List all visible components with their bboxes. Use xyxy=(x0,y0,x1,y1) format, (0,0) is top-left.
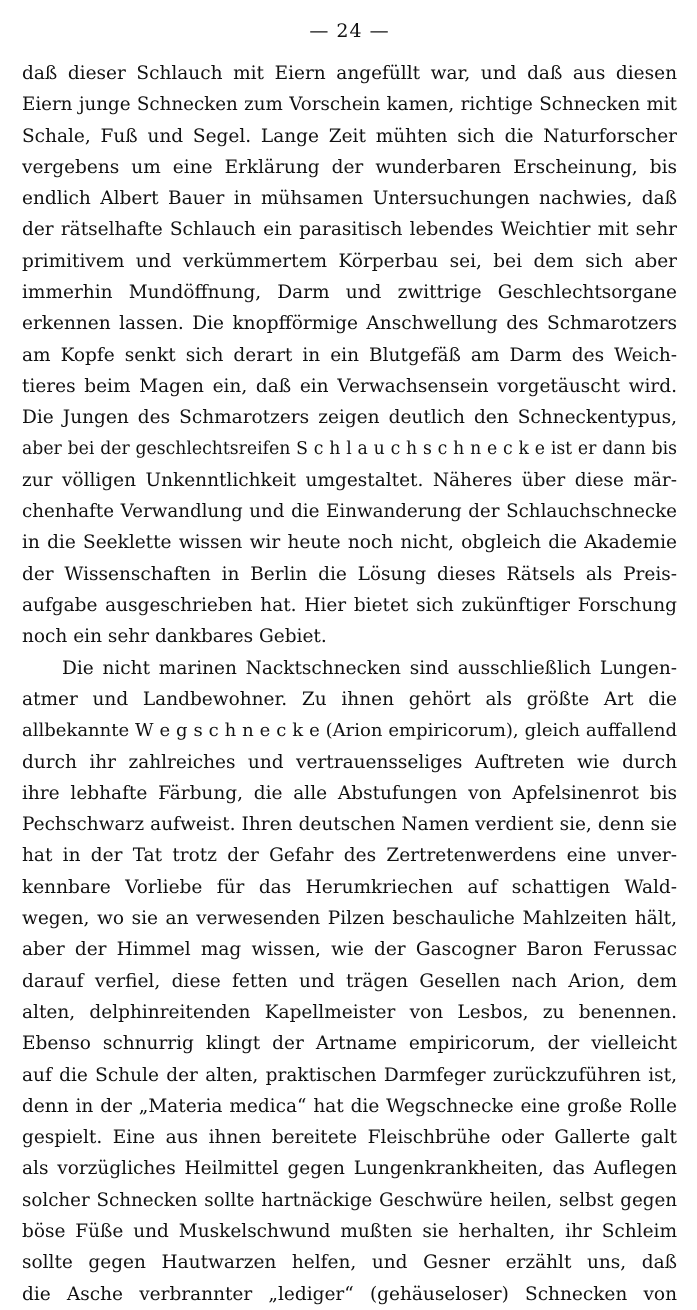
text-line: primitivem und verkümmertem Körperbau sei, bei dem sich aber xyxy=(22,250,677,272)
text-line: Pechschwarz aufweist. Ihren deutschen Namen verdient sie, denn sie xyxy=(22,814,677,836)
text-line: Schale, Fuß und Segel. Lange Zeit mühten sich die Naturforscher xyxy=(22,125,677,147)
text-line: die Asche verbrannter „lediger“ (gehäuseloser) Schnecken von xyxy=(22,1283,677,1305)
text-line: der rätselhafte Schlauch ein parasitisch lebendes Weichtier mit sehr xyxy=(22,219,677,241)
text-line: durch ihr zahlreiches und vertrauensseliges Auftreten wie durch xyxy=(22,751,677,773)
text-line: aufgabe ausgeschrieben hat. Hier bietet sich zukünftiger Forschung xyxy=(22,595,677,617)
text-line: alten, delphinreitenden Kapellmeister von Lesbos, zu benennen. xyxy=(22,1001,677,1023)
text-line: aber bei der geschlechtsreifen S c h l a u c h s c h n e c k e ist er dann bis xyxy=(22,438,677,459)
text-line: zur völligen Unkenntlichkeit umgestaltet. Näheres über diese mär- xyxy=(22,469,677,491)
text-line: Die nicht marinen Nacktschnecken sind ausschließlich Lungen- xyxy=(62,657,677,679)
text-line: gespielt. Eine aus ihnen bereitete Fleischbrühe oder Gallerte galt xyxy=(22,1127,677,1149)
text-line: vergebens um eine Erklärung der wunderbaren Erscheinung, bis xyxy=(22,156,677,178)
text-line: Eiern junge Schnecken zum Vorschein kamen, richtige Schnecken mit xyxy=(22,94,677,116)
text-line: Ebenso schnurrig klingt der Artname empiricorum, der vielleicht xyxy=(22,1033,677,1055)
text-line: chenhafte Verwandlung und die Einwanderung der Schlauchschnecke xyxy=(22,501,677,523)
paragraph xyxy=(22,653,677,1310)
text-line: tieres beim Magen ein, daß ein Verwachsensein vorgetäuscht wird. xyxy=(22,375,677,397)
text-line: aber der Himmel mag wissen, wie der Gascogner Baron Ferussac xyxy=(22,939,677,961)
text-line: als vorzügliches Heilmittel gegen Lungenkrankheiten, das Auflegen xyxy=(22,1158,677,1180)
text-line: allbekannte W e g s c h n e c k e (Arion empiricorum), gleich auffallend xyxy=(22,720,677,742)
text-line: der Wissenschaften in Berlin die Lösung dieses Rätsels als Preis- xyxy=(22,563,677,585)
text-line: daß dieser Schlauch mit Eiern angefüllt war, und daß aus diesen xyxy=(22,63,677,84)
text-line: noch ein sehr dankbares Gebiet. xyxy=(22,626,327,648)
text-line: kennbare Vorliebe für das Herumkriechen auf schattigen Wald- xyxy=(22,876,677,898)
text-line: darauf verfiel, diese fetten und trägen Gesellen nach Arion, dem xyxy=(22,970,677,992)
text-line: erkennen lassen. Die knopfförmige Anschwellung des Schmarotzers xyxy=(22,313,677,335)
paragraph xyxy=(22,58,677,653)
page-number: — 24 — xyxy=(309,20,390,42)
text-line: endlich Albert Bauer in mühsamen Untersuchungen nachwies, daß xyxy=(22,188,677,210)
text-line: in die Seeklette wissen wir heute noch nicht, obgleich die Akademie xyxy=(22,532,677,554)
text-line: sollte gegen Hautwarzen helfen, und Gesner erzählt uns, daß xyxy=(22,1252,677,1274)
text-line: hat in der Tat trotz der Gefahr des Zertretenwerdens eine unver- xyxy=(22,845,677,867)
text-line: wegen, wo sie an verwesenden Pilzen beschauliche Mahlzeiten hält, xyxy=(22,908,677,930)
text-line: solcher Schnecken sollte hartnäckige Geschwüre heilen, selbst gegen xyxy=(22,1189,677,1211)
text-line: am Kopfe senkt sich derart in ein Blutgefäß am Darm des Weich- xyxy=(22,344,677,366)
text-line: ihre lebhafte Färbung, die alle Abstufungen von Apfelsinenrot bis xyxy=(22,782,677,804)
text-line: immerhin Mundöffnung, Darm und zwittrige Geschlechtsorgane xyxy=(22,282,677,304)
body-text xyxy=(22,58,677,1310)
text-line: böse Füße und Muskelschwund mußten sie herhalten, ihr Schleim xyxy=(22,1220,677,1242)
text-line: auf die Schule der alten, praktischen Darmfeger zurückzuführen ist, xyxy=(22,1064,677,1086)
text-line: Die Jungen des Schmarotzers zeigen deutlich den Schneckentypus, xyxy=(22,407,677,429)
text-line: denn in der „Materia medica“ hat die Wegschnecke eine große Rolle xyxy=(22,1095,677,1117)
text-line: atmer und Landbewohner. Zu ihnen gehört als größte Art die xyxy=(22,688,677,710)
